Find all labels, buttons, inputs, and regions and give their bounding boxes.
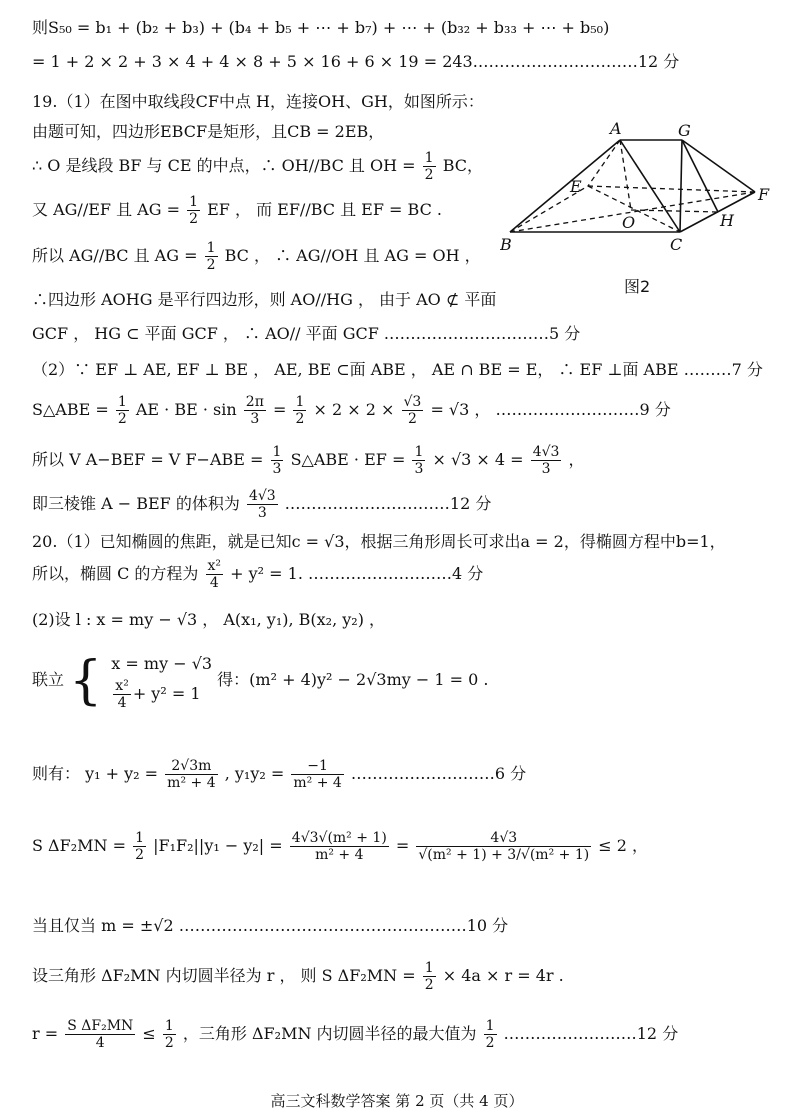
text: .…………………………12 分	[284, 494, 492, 513]
label-E: E	[570, 177, 582, 196]
text: S△ABE =	[32, 400, 109, 419]
text: =	[272, 400, 287, 419]
line-q19-volume	[32, 440, 585, 480]
fraction-third: $\frac{1}{3}$	[272, 444, 282, 477]
label-B: B	[500, 235, 512, 254]
line-q19-rect: 由题可知，四边形EBCF是矩形，且CB = 2EB，	[32, 122, 385, 141]
fraction-half: $\frac{1}{2}$	[295, 394, 305, 427]
text: ∴ O 是线段 BF 与 CE 的中点，∴ OH//BC 且 OH =	[32, 156, 416, 175]
fraction-prod-y: $\frac{-1}{\text{m² + 4}}$	[293, 758, 342, 791]
label-H: H	[720, 211, 734, 230]
text: × √3 × 4 =	[432, 450, 524, 469]
text: 则有： y₁ + y₂ =	[32, 764, 159, 783]
text: r =	[32, 1024, 59, 1043]
line-q20-vieta	[32, 754, 526, 794]
fraction-4sqrt3-3: $\frac{4√3}{3}$	[532, 444, 560, 477]
text: 得：(m² + 4)y² − 2√3my − 1 = 0 .	[217, 670, 489, 689]
label-O: O	[622, 213, 636, 232]
pyramid-figure	[500, 120, 780, 300]
text: × 2 × 2 ×	[313, 400, 395, 419]
line-q20-inradius	[32, 956, 564, 996]
fraction-area2: $\frac{4√3}{\text{√(m² + 1) + 3/√(m² + 1)}}$	[418, 830, 590, 863]
label-G: G	[678, 121, 691, 140]
line-q19-plane: GCF ， HG ⊂ 平面 GCF ， ∴ AO// 平面 GCF .…………………………5 分	[32, 324, 581, 343]
line-q20-2-setup: (2)设 l : x = my − √3 ， A(x₁, y₁), B(x₂, y₂) ，	[32, 610, 386, 629]
text: × 4a × r = 4r .	[442, 966, 564, 985]
text: BC，	[442, 156, 483, 175]
text: ≤ 2 ，	[598, 836, 649, 855]
text: 设三角形 ΔF₂MN 内切圆半径为 r ， 则 S ΔF₂MN =	[32, 966, 416, 985]
equation-system	[111, 650, 212, 711]
figure-caption: 图2	[624, 277, 651, 296]
fraction-sum-y: $\frac{2√3m}{\text{m² + 4}}$	[167, 758, 216, 791]
fraction-half: $\frac{1}{2}$	[485, 1018, 495, 1051]
line-q19-oh	[32, 148, 483, 184]
text: 即三棱锥 A − BEF 的体积为	[32, 494, 240, 513]
equation-line: $\frac{\text{x²}}{4}$ + y² = 1	[115, 678, 201, 711]
fraction-r: $\frac{\text{S ΔF₂MN}}{4}$	[67, 1018, 134, 1051]
line-s50-sum: 则S₅₀ = b₁ + (b₂ + b₃) + (b₄ + b₅ + ⋯ + b₇) + ⋯ + (b₃₂ + b₃₃ + ⋯ + b₅₀)	[32, 18, 610, 37]
fraction-area1: $\frac{\text{4√3√(m² + 1)}}{\text{m² + 4}}$	[291, 830, 387, 863]
line-q19-area	[32, 390, 671, 430]
label-A: A	[610, 120, 622, 138]
line-q20-system	[32, 650, 488, 711]
fraction-half: $\frac{1}{2}$	[135, 830, 145, 863]
text: + y² = 1. ………………………4 分	[230, 564, 484, 583]
text: |F₁F₂||y₁ − y₂| =	[153, 836, 283, 855]
text: S ΔF₂MN =	[32, 836, 126, 855]
text: 所以 V A−BEF = V F−ABE =	[32, 450, 264, 469]
line-q19-ag	[32, 192, 442, 228]
fraction-half: $\frac{1}{2}$	[164, 1018, 174, 1051]
text: 联立	[32, 670, 65, 689]
line-q19-parallelogram: ∴四边形 AOHG 是平行四边形，则 AO//HG ， 由于 AO ⊄ 平面	[32, 290, 497, 309]
text: = √3 ， ………………………9 分	[430, 400, 671, 419]
fraction-x2-4: $\frac{\text{x²}}{4}$	[115, 678, 129, 711]
fraction-half: $\frac{1}{2}$	[189, 194, 199, 227]
line-q20-ellipse	[32, 556, 483, 592]
left-brace: {	[69, 650, 103, 711]
text: EF ， 而 EF//BC 且 EF = BC .	[207, 200, 443, 219]
line-q19-1: 19.（1）在图中取线段CF中点 H，连接OH、GH，如图所示：	[32, 92, 484, 111]
fraction-half: $\frac{1}{2}$	[424, 960, 434, 993]
line-q20-equality: 当且仅当 m = ±√2 ………………………………………………10 分	[32, 916, 509, 935]
text: =	[395, 836, 410, 855]
text: 又 AG//EF 且 AG =	[32, 200, 180, 219]
text: ，	[568, 450, 585, 469]
fraction-4sqrt3-3: $\frac{4√3}{3}$	[248, 488, 276, 521]
fraction-half: $\frac{1}{2}$	[206, 240, 216, 273]
line-q19-2-perp: （2）∵ EF ⊥ AE, EF ⊥ BE ， AE, BE ⊂面 ABE ， AE ∩ BE = E， ∴ EF ⊥面 ABE ………7 分	[32, 360, 763, 379]
fraction-half: $\frac{1}{2}$	[424, 150, 434, 183]
fraction-x2-4: $\frac{\text{x²}}{4}$	[207, 558, 222, 591]
text: BC ， ∴ AG//OH 且 AG = OH ，	[224, 246, 481, 265]
equation-line: x = my − √3	[111, 654, 213, 673]
line-q19-result	[32, 484, 491, 524]
label-C: C	[670, 235, 683, 254]
line-q20-1: 20.（1）已知椭圆的焦距，就是已知c = √3，根据三角形周长可求出a = 2，得椭圆方程中b=1，	[32, 532, 726, 551]
text: ………………………6 分	[350, 764, 527, 783]
fraction-2pi-3: $\frac{2\pi}{3}$	[245, 394, 264, 427]
line-q19-agbc	[32, 238, 481, 274]
line-q20-max	[32, 1012, 678, 1056]
label-F: F	[758, 185, 770, 204]
text: ≤	[142, 1024, 156, 1043]
fraction-sqrt3-2: $\frac{√3}{2}$	[403, 394, 422, 427]
text: 所以 AG//BC 且 AG =	[32, 246, 198, 265]
text: S△ABE · EF =	[290, 450, 406, 469]
page-footer: 高三文科数学答案 第 2 页（共 4 页）	[270, 1092, 524, 1110]
text: .……………………12 分	[503, 1024, 679, 1043]
fraction-half: $\frac{1}{2}$	[117, 394, 127, 427]
line-q20-area	[32, 824, 648, 868]
text: , y₁y₂ =	[224, 764, 285, 783]
text: AE · BE · sin	[135, 400, 237, 419]
fraction-third: $\frac{1}{3}$	[414, 444, 424, 477]
text: 所以，椭圆 C 的方程为	[32, 564, 199, 583]
text: ，三角形 ΔF₂MN 内切圆半径的最大值为	[182, 1024, 477, 1043]
line-s50-value: = 1 + 2 × 2 + 3 × 4 + 4 × 8 + 5 × 16 + 6 × 19 = 243.…………………………12 分	[32, 52, 680, 71]
